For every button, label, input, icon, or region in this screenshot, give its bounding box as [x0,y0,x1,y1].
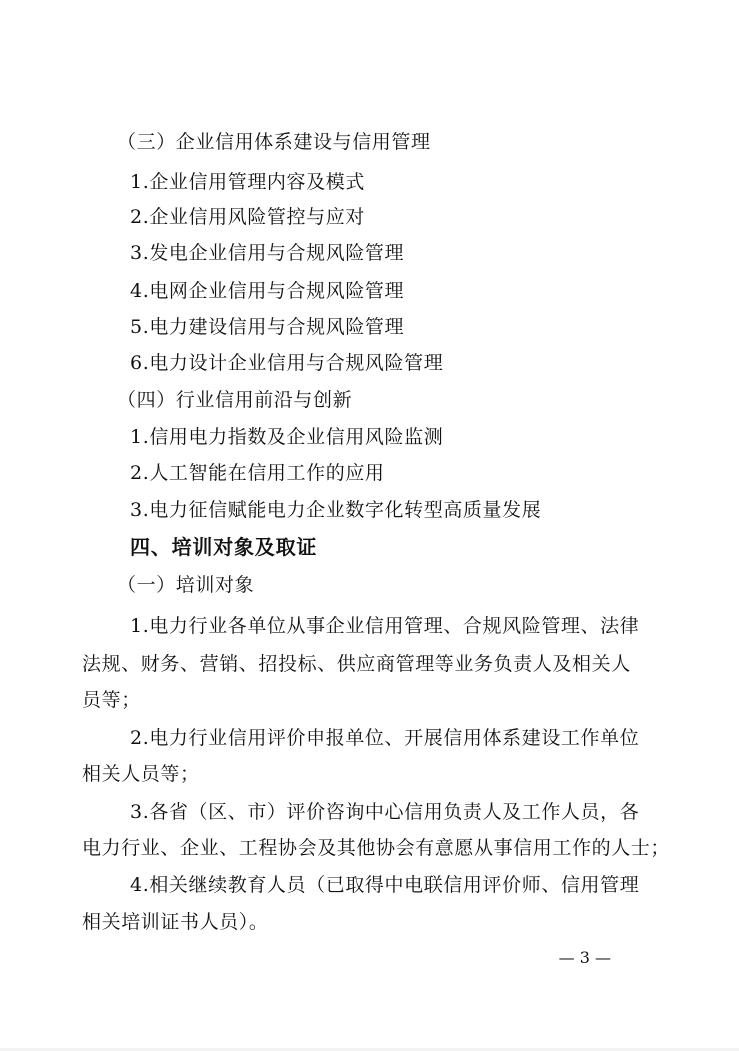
paragraph-line: 电力行业、企业、工程协会及其他协会有意愿从事信用工作的人士； [82,837,671,859]
list-item: 2.人工智能在信用工作的应用 [130,462,385,484]
list-item: 2.企业信用风险管控与应对 [130,206,365,228]
list-item: 3.电力征信赋能电力企业数字化转型高质量发展 [130,499,542,521]
paragraph-line: 法规、财务、营销、招投标、供应商管理等业务负责人及相关人 [82,653,631,675]
list-item: 5.电力建设信用与合规风险管理 [130,316,405,338]
paragraph-line: 相关培训证书人员）。 [82,911,269,933]
list-item: 1.企业信用管理内容及模式 [130,171,365,193]
subheading-training-target: （一）培训对象 [117,574,255,596]
list-item: 4.电网企业信用与合规风险管理 [130,280,405,302]
section-heading-three: （三）企业信用体系建设与信用管理 [117,131,431,153]
paragraph-line: 2.电力行业信用评价申报单位、开展信用体系建设工作单位 [130,727,640,749]
list-item: 6.电力设计企业信用与合规风险管理 [130,352,444,374]
paragraph-line: 相关人员等； [82,763,200,785]
main-heading: 四、培训对象及取证 [130,535,318,559]
paragraph-line: 1.电力行业各单位从事企业信用管理、合规风险管理、法律 [130,615,640,637]
section-heading-four: （四）行业信用前沿与创新 [117,389,353,411]
paragraph-line: 4.相关继续教育人员（已取得中电联信用评价师、信用管理 [130,874,640,896]
page-number: — 3 — [558,948,611,967]
paragraph-line: 员等； [82,689,141,711]
list-item: 3.发电企业信用与合规风险管理 [130,242,405,264]
list-item: 1.信用电力指数及企业信用风险监测 [130,426,444,448]
paragraph-line: 3.各省（区、市）评价咨询中心信用负责人及工作人员，各 [130,801,640,823]
